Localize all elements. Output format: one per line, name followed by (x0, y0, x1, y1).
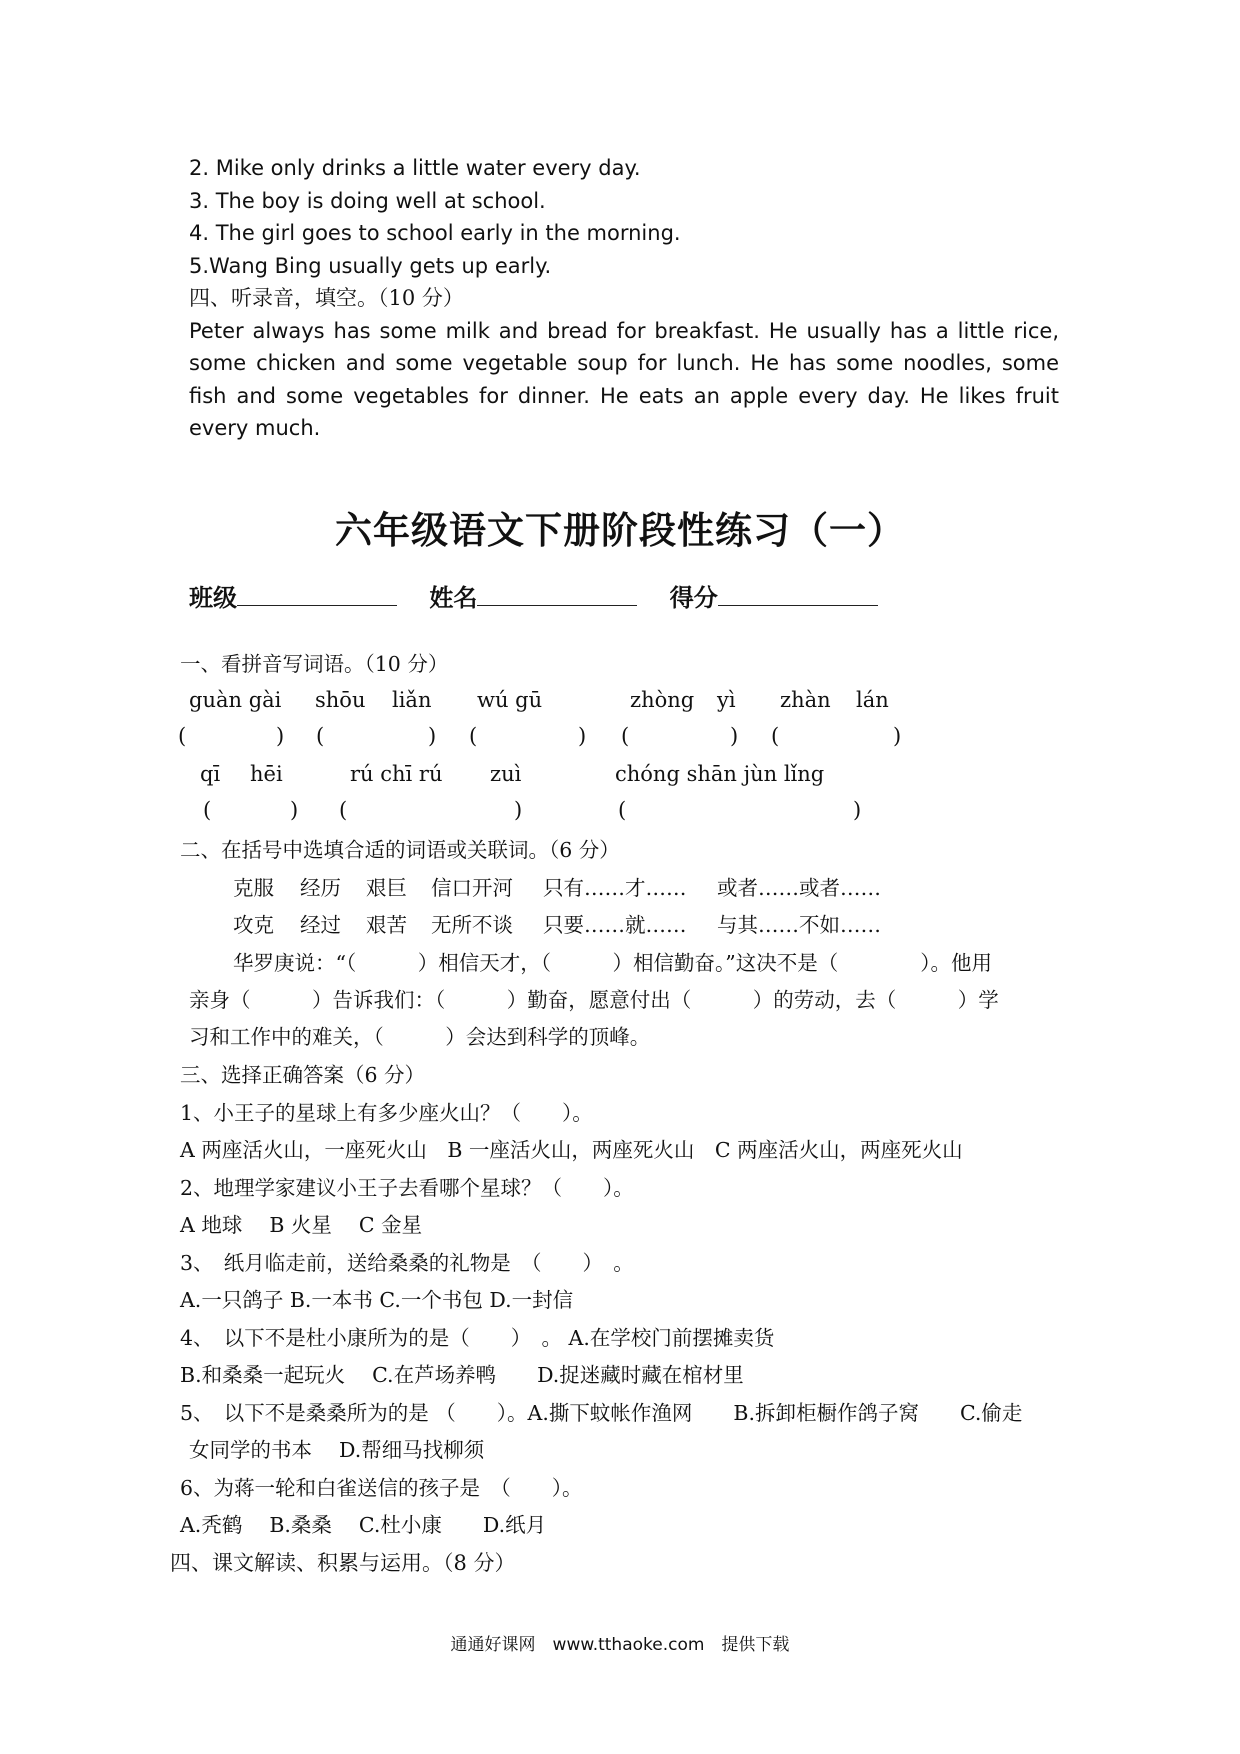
question-line: A.秃鹤 B.桑桑 C.杜小康 D.纸月 (180, 1513, 547, 1537)
blank-paren[interactable]: ( (771, 724, 780, 748)
pinyin: chóng shān jùn lǐng (615, 762, 825, 786)
word-option: 艰巨 (366, 876, 407, 900)
english-line: 5.Wang Bing usually gets up early. (189, 253, 552, 278)
blank-paren: ) (578, 724, 587, 748)
pinyin: zhòng (630, 688, 695, 712)
word-option: 或者……或者…… (717, 876, 881, 900)
pinyin: lán (856, 688, 889, 712)
pinyin: zhàn (780, 688, 831, 712)
blank-paren[interactable]: ( (621, 724, 630, 748)
score-blank[interactable] (718, 585, 878, 606)
pinyin: yì (717, 688, 736, 712)
class-label: 班级 (189, 584, 237, 612)
pinyin: qī (200, 762, 221, 786)
blank-paren[interactable]: ( (469, 724, 478, 748)
word-option: 信口开河 (431, 876, 513, 900)
blank-paren: ) (276, 724, 285, 748)
word-option: 经历 (300, 876, 341, 900)
word-option: 只要……就…… (543, 913, 687, 937)
word-option: 无所不谈 (431, 913, 513, 937)
blank-paren[interactable]: ( (618, 798, 627, 822)
blank-paren[interactable]: ( (203, 798, 212, 822)
pinyin: zuì (490, 762, 522, 786)
question-line: 1、小王子的星球上有多少座火山？（ ）。 (180, 1101, 593, 1125)
blank-paren: ) (893, 724, 902, 748)
question-line: 女同学的书本 D.帮细马找柳须 (189, 1438, 485, 1462)
question-line: A 地球 B 火星 C 金星 (180, 1213, 423, 1237)
blank-paren: ) (290, 798, 299, 822)
pinyin: hēi (250, 762, 283, 786)
question-line: 6、为蒋一轮和白雀送信的孩子是 （ ）。 (180, 1476, 583, 1500)
english-line: 2. Mike only drinks a little water every day. (189, 156, 641, 180)
section1-heading: 一、看拼音写词语。（10 分） (180, 652, 449, 676)
blank-paren: ) (853, 798, 862, 822)
blank-paren: ) (730, 724, 739, 748)
footer-credit: 通通好课网 www.tthaoke.com 提供下载 (450, 1635, 790, 1655)
info-line (189, 578, 902, 613)
question-line: 2、地理学家建议小王子去看哪个星球？（ ）。 (180, 1176, 634, 1200)
section2-heading: 二、在括号中选填合适的词语或关联词。（6 分） (180, 838, 620, 862)
pinyin: shōu (315, 688, 366, 712)
word-option: 只有……才…… (543, 876, 687, 900)
word-option: 经过 (300, 913, 341, 937)
blank-paren[interactable]: ( (316, 724, 325, 748)
word-option: 攻克 (233, 913, 274, 937)
english-line: 4. The girl goes to school early in the morning. (189, 221, 681, 245)
question-line: A 两座活火山，一座死火山 B 一座活火山，两座死火山 C 两座活火山，两座死火山 (180, 1138, 963, 1162)
blank-paren[interactable]: ( (339, 798, 348, 822)
english-section (189, 152, 1059, 445)
word-option: 与其……不如…… (717, 913, 881, 937)
listening-heading: 四、听录音，填空。（10 分） (189, 286, 464, 310)
english-line: 3. The boy is doing well at school. (189, 188, 546, 213)
pinyin: rú chī rú (350, 762, 443, 786)
blank-paren: ) (514, 798, 523, 822)
fill-text: 习和工作中的难关，（ ）会达到科学的顶峰。 (189, 1025, 651, 1049)
section4-heading: 四、课文解读、积累与运用。（8 分） (170, 1551, 516, 1575)
pinyin: liǎn (392, 688, 432, 712)
page-title: 六年级语文下册阶段性练习（一） (335, 509, 905, 552)
question-line: B.和桑桑一起玩火 C.在芦场养鸭 D.捉迷藏时藏在棺材里 (180, 1363, 744, 1387)
question-line: 5、 以下不是桑桑所为的是 （ ）。A.撕下蚊帐作渔网 B.拆卸柜橱作鸽子窝 C.偷走 (180, 1401, 1023, 1425)
name-blank[interactable] (477, 585, 637, 606)
listening-paragraph: Peter always has some milk and bread for breakfast. He usually has a little rice, some chicken and some vegetable soup for lunch. He has some noodles, some fish and some vegetables for dinner. He eats an apple every day. He likes fruit every much. (189, 318, 1059, 440)
section3-heading: 三、选择正确答案（6 分） (180, 1063, 426, 1087)
fill-text: 亲身（ ）告诉我们：（ ）勤奋，愿意付出（ ）的劳动，去（ ）学 (189, 988, 999, 1012)
fill-text: 华罗庚说：“（ ）相信天才，（ ）相信勤奋。”这决不是（ ）。他用 (233, 951, 992, 975)
score-label: 得分 (669, 584, 718, 612)
pinyin: guàn gài (189, 688, 282, 712)
blank-paren[interactable]: ( (178, 724, 187, 748)
name-label: 姓名 (429, 584, 478, 612)
question-line: 3、 纸月临走前，送给桑桑的礼物是 （ ） 。 (180, 1251, 634, 1275)
word-option: 艰苦 (366, 913, 407, 937)
question-line: 4、 以下不是杜小康所为的是（ ） 。 A.在学校门前摆摊卖货 (180, 1326, 775, 1350)
pinyin: wú gū (477, 688, 543, 712)
question-line: A.一只鸽子 B.一本书 C.一个书包 D.一封信 (180, 1288, 574, 1312)
blank-paren: ) (428, 724, 437, 748)
word-option: 克服 (233, 876, 274, 900)
class-blank[interactable] (237, 585, 397, 606)
